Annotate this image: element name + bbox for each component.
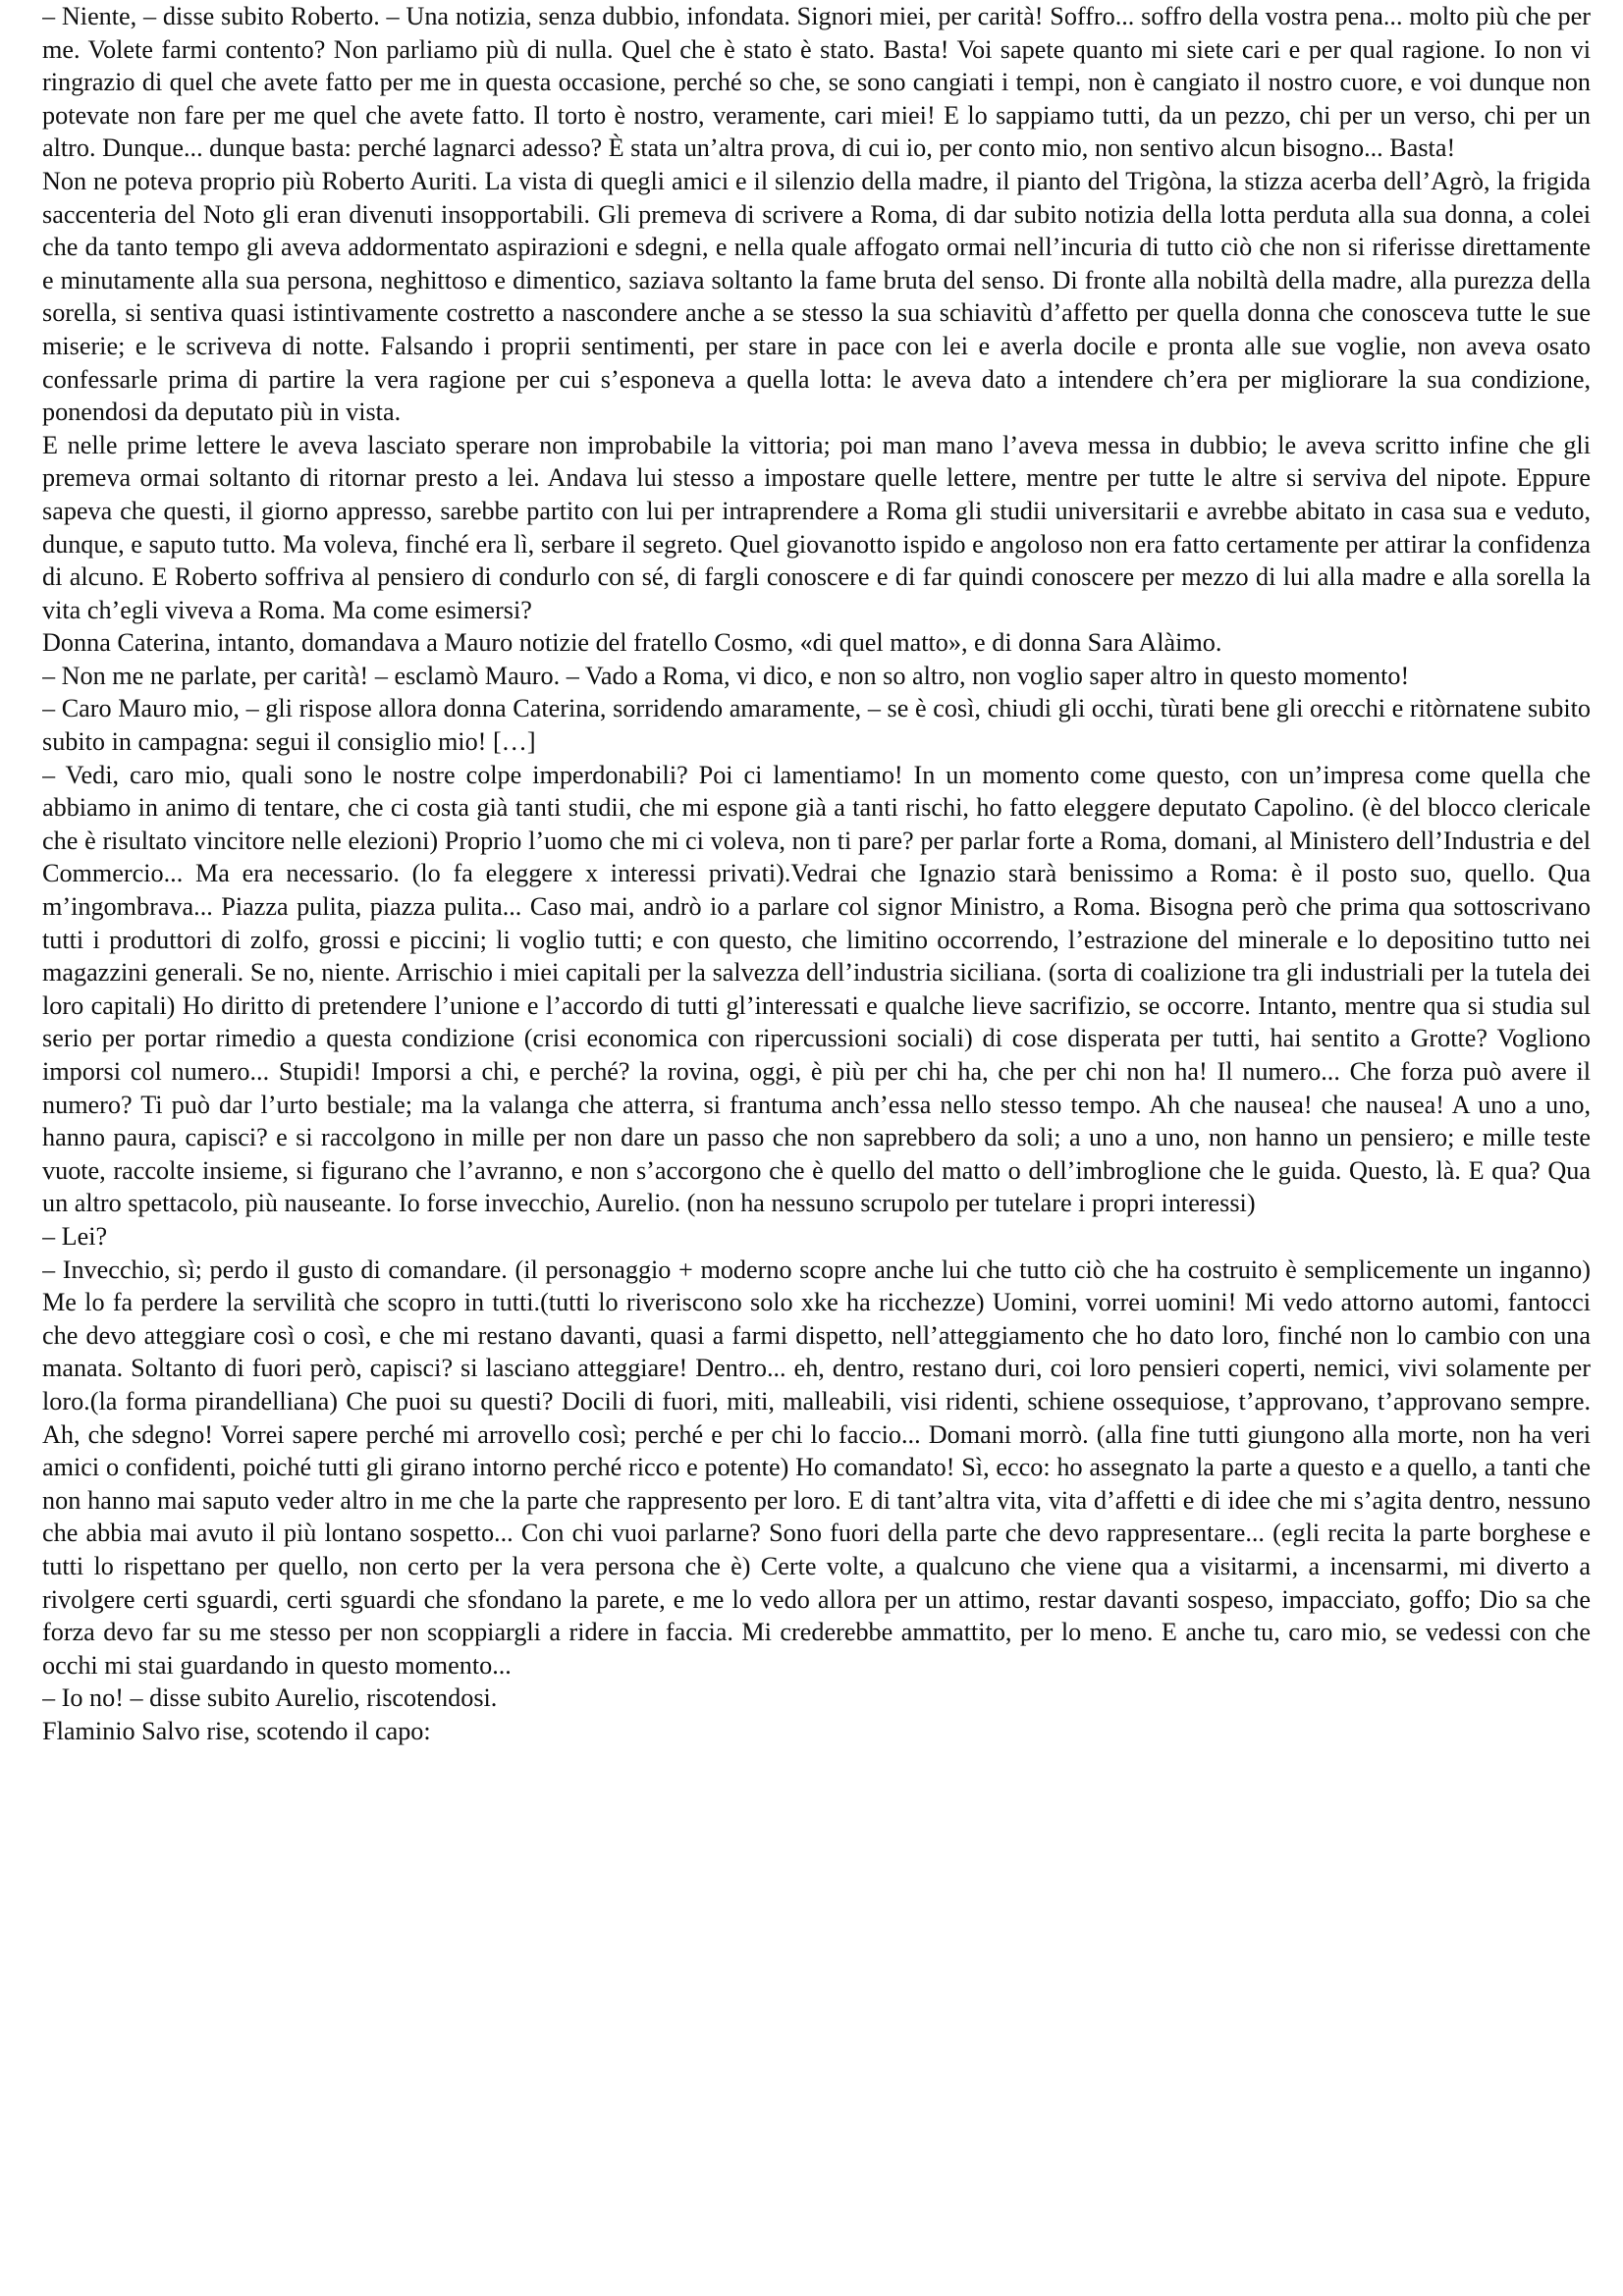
paragraph-roberto-auriti: Non ne poteva proprio più Roberto Auriti. La vista di quegli amici e il silenzio della madre, il pianto del Trigòna, la stizza acerba dell’Agrò, la frigida saccenteria del Noto gli eran divenuti insopportabili. Gli premeva di scrivere a Roma, di dar subito notizia della lotta perduta alla sua donna, a colei che da tanto tempo gli aveva addormentato aspirazioni e sdegni, e nella quale affogato ormai nell’incuria di tutto ciò che non si riferisse direttamente e minutamente alla sua persona, neghittoso e dimentico, saziava soltanto la fame bruta del senso. Di fronte alla nobiltà della madre, alla purezza della sorella, si sentiva quasi istintivamente costretto a nascondere anche a se stesso la sua schiavitù d’affetto per quella donna che conosceva tutte le sue miserie; e le scriveva di notte. Falsando i proprii sentimenti, per stare in pace con lei e averla docile e pronta alle sue voglie, non aveva osato confessarle prima di partire la vera ragione per cui s’esponeva a quella lotta: le aveva dato a intendere ch’era per migliorare la sua condizione, ponendosi da deputato più in vista. [42, 166, 1591, 427]
paragraph-lei: – Lei? [42, 1221, 108, 1251]
paragraph-mauro-reply: – Non me ne parlate, per carità! – esclamò Mauro. – Vado a Roma, vi dico, e non so altro, non voglio saper altro in questo momento! [42, 661, 1410, 690]
paragraph-invecchio: – Invecchio, sì; perdo il gusto di comandare. (il personaggio + moderno scopre anche lui che tutto ciò che ha costruito è semplicemente un inganno) Me lo fa perdere la servilità che scopro in tutti.(tutti lo riveriscono solo xke ha ricchezze) Uomini, vorrei uomini! Mi vedo attorno automi, fantocci che devo atteggiare così o così, e che mi restano davanti, quasi a farmi dispetto, nell’atteggiamento che ho dato loro, finché non lo cambio con una manata. Soltanto di fuori però, capisci? si lasciano atteggiare! Dentro... eh, dentro, restano duri, coi loro pensieri coperti, nemici, vivi solamente per loro.(la forma pirandelliana) Che puoi su questi? Docili di fuori, miti, malleabili, visi ridenti, schiene ossequiose, t’approvano, t’approvano sempre. Ah, che sdegno! Vorrei sapere perché mi arrovello così; perché e per chi lo faccio... Domani morrò. (alla fine tutti giungono alla morte, non ha veri amici o confidenti, poiché tutti gli girano intorno perché ricco e potente) Ho comandato! Sì, ecco: ho assegnato la parte a questo e a quello, a tanti che non hanno mai saputo veder altro in me che la parte che rappresento per loro. E di tant’altra vita, vita d’affetti e di idee che mi s’agita dentro, nessuno che abbia mai avuto il più lontano sospetto... Con chi vuoi parlarne? Sono fuori della parte che devo rappresentare... (egli recita la parte borghese e tutti lo rispettano per quello, non certo per la vera persona che è) Certe volte, a qualcuno che viene qua a visitarmi, a incensarmi, mi diverto a rivolgere certi sguardi, certi sguardi che sfondano la parete, e me lo vedo allora per un attimo, restar davanti sospeso, impacciato, goffo; Dio sa che forza devo far su me stesso per non scoppiargli a ridere in faccia. Mi crederebbe ammattito, per lo meno. E anche tu, caro mio, se vedessi con che occhi mi stai guardando in questo momento... [42, 1255, 1591, 1680]
paragraph-roberto-reply: – Niente, – disse subito Roberto. – Una notizia, senza dubbio, infondata. Signori miei, per carità! Soffro... soffro della vostra pena... molto più che per me. Volete farmi contento? Non parliamo più di nulla. Quel che è stato è stato. Basta! Voi sapete quanto mi siete cari e per qual ragione. Io non vi ringrazio di quel che avete fatto per me in questa occasione, perché so che, se sono cangiati i tempi, non è cangiato il nostro cuore, e voi dunque non potevate non fare per me quel che avete fatto. Il torto è nostro, veramente, cari miei! E lo sappiamo tutti, da un pezzo, chi per un verso, chi per un altro. Dunque... dunque basta: perché lagnarci adesso? È stata un’altra prova, di cui io, per conto mio, non sentivo alcun bisogno... Basta! [42, 2, 1591, 163]
document-page [42, 0, 1591, 2296]
paragraph-flaminio-monologue: – Vedi, caro mio, quali sono le nostre colpe imperdonabili? Poi ci lamentiamo! In un momento come questo, con un’impresa come quella che abbiamo in animo di tentare, che ci costa già tanti studii, che mi espone già a tanti rischi, ho fatto eleggere deputato Capolino. (è del blocco clericale che è risultato vincitore nelle elezioni) Proprio l’uomo che mi ci voleva, non ti pare? per parlar forte a Roma, domani, al Ministero dell’Industria e del Commercio... Ma era necessario. (lo fa eleggere x interessi privati).Vedrai che Ignazio starà benissimo a Roma: è il posto suo, quello. Qua m’ingombrava... Piazza pulita, piazza pulita... Caso mai, andrò io a parlare col signor Ministro, a Roma. Bisogna però che prima qua sottoscrivano tutti i produttori di zolfo, grossi e piccini; li voglio tutti; e con questo, che limitino occorrendo, l’estrazione del minerale e lo depositino tutto nei magazzini generali. Se no, niente. Arrischio i miei capitali per la salvezza dell’industria siciliana. (sorta di coalizione tra gli industriali per la tutela dei loro capitali) Ho diritto di pretendere l’unione e l’accordo di tutti gl’interessati e qualche lieve sacrifizio, se occorre. Intanto, mentre qua si studia sul serio per portar rimedio a questa condizione (crisi economica con ripercussioni sociali) di cose disperata per tutti, hai sentito a Grotte? Vogliono imporsi col numero... Stupidi! Imporsi a chi, e perché? la rovina, oggi, è più per chi ha, che per chi non ha! Il numero... Che forza può avere il numero? Ti può dar l’urto bestiale; ma la valanga che atterra, si frantuma anch’essa nello stesso tempo. Ah che nausea! che nausea! A uno a uno, hanno paura, capisci? e si raccolgono in mille per non dare un passo che non saprebbero da soli; a uno a uno, non hanno un pensiero; e mille teste vuote, raccolte insieme, si figurano che l’avranno, e non s’accorgono che è quello del matto o dell’imbroglione che le guida. Questo, là. E qua? Qua un altro spettacolo, più nauseante. Io forse invecchio, Aurelio. (non ha nessuno scrupolo per tutelare i propri interessi) [42, 760, 1591, 1218]
paragraph-caterina-reply: – Caro Mauro mio, – gli rispose allora donna Caterina, sorridendo amaramente, – se è così, chiudi gli occhi, tùrati bene gli orecchi e ritòrnatene subito subito in campagna: segui il consiglio mio! […] [42, 694, 1591, 757]
paragraph-donna-caterina: Donna Caterina, intanto, domandava a Mauro notizie del fratello Cosmo, «di quel matto», e di donna Sara Alàimo. [42, 628, 1222, 658]
paragraph-lettere: E nelle prime lettere le aveva lasciato sperare non improbabile la vittoria; poi man mano l’aveva messa in dubbio; le aveva scritto infine che gli premeva ormai soltanto di ritornar presto a lei. Andava lui stesso a impostare quelle lettere, mentre per tutte le altre si serviva del nipote. Eppure sapeva che questi, il giorno appresso, sarebbe partito con lui per intraprendere a Roma gli studii universitarii e avrebbe abitato in casa sua e veduto, dunque, e saputo tutto. Ma voleva, finché era lì, serbare il segreto. Quel giovanotto ispido e angoloso non era fatto certamente per attirar la confidenza di alcuno. E Roberto soffriva al pensiero di condurlo con sé, di fargli conoscere e di far quindi conoscere per mezzo di lui alla madre e alla sorella la vita ch’egli viveva a Roma. Ma come esimersi? [42, 430, 1591, 624]
paragraph-flaminio-rise: Flaminio Salvo rise, scotendo il capo: [42, 1716, 431, 1745]
paragraph-aurelio-reply: – Io no! – disse subito Aurelio, riscotendosi. [42, 1683, 498, 1713]
